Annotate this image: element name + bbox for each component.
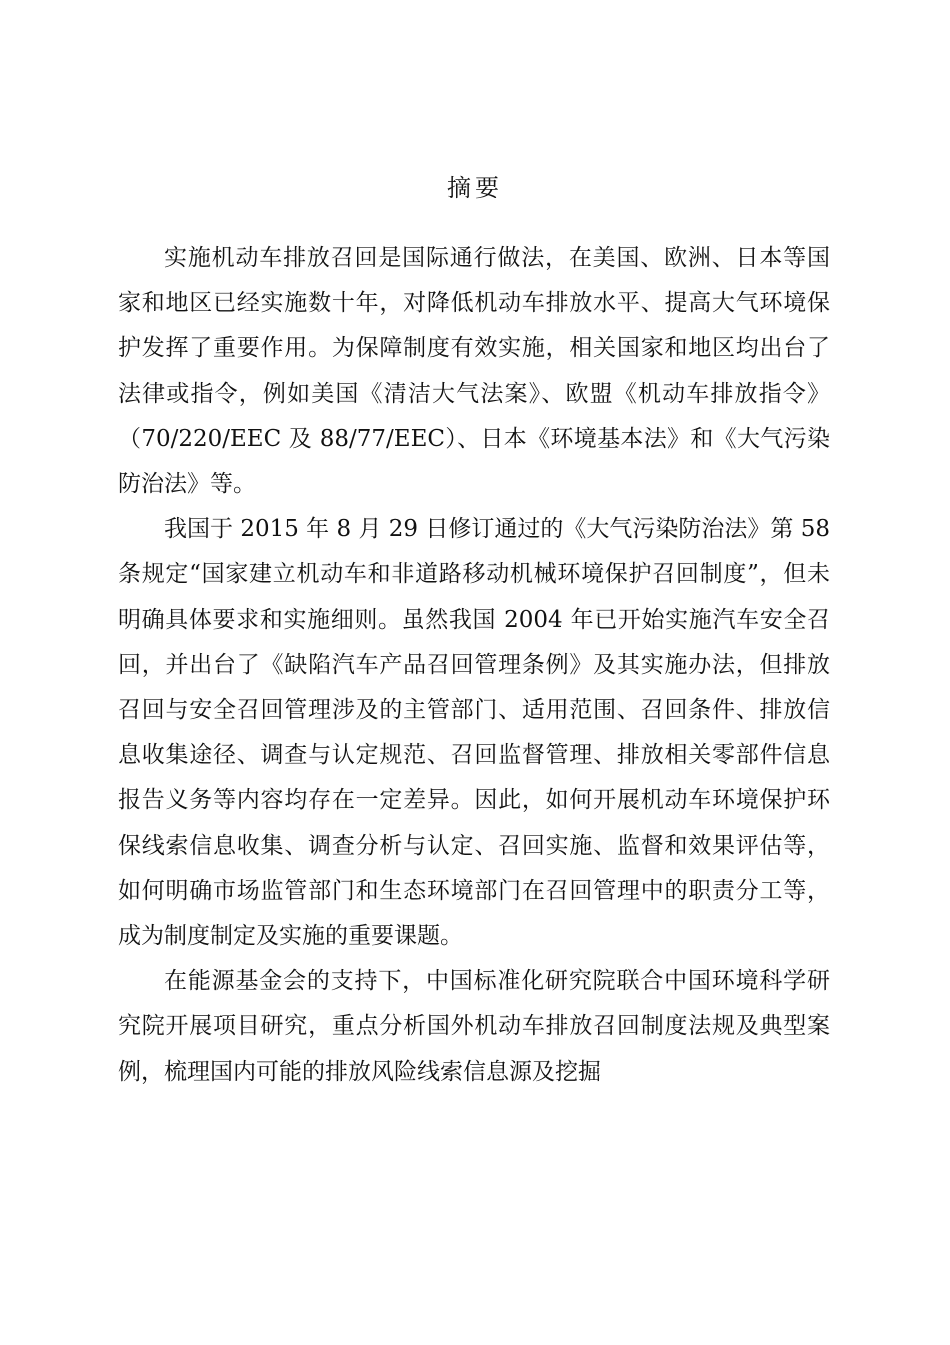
page-title: 摘要	[447, 174, 503, 202]
paragraph-1: 实施机动车排放召回是国际通行做法，在美国、欧洲、日本等国家和地区已经实施数十年，对降低机动车排放水平、提高大气环境保护发挥了重要作用。为保障制度有效实施，相关国家和地区均出台了法律或指令，例如美国《清洁大气法案》、欧盟《机动车排放指令》（70/220/EEC 及 88/77/EEC）、日本《环境基本法》和《大气污染防治法》等。	[118, 245, 830, 498]
paragraph-2: 我国于 2015 年 8 月 29 日修订通过的《大气污染防治法》第 58 条规定“国家建立机动车和非道路移动机械环境保护召回制度”，但未明确具体要求和实施细则。虽然我国 2004 年已开始实施汽车安全召回，并出台了《缺陷汽车产品召回管理条例》及其实施办法，但排放召回与安全召回管理涉及的主管部门、适用范围、召回条件、排放信息收集途径、调查与认定规范、召回监督管理、排放相关零部件信息报告义务等内容均存在一定差异。因此，如何开展机动车环境保护环保线索信息收集、调查分析与认定、召回实施、监督和效果评估等，如何明确市场监管部门和生态环境部门在召回管理中的职责分工等，成为制度制定及实施的重要课题。	[118, 516, 830, 950]
abstract-body	[118, 236, 830, 1095]
paragraph-3: 在能源基金会的支持下，中国标准化研究院联合中国环境科学研究院开展项目研究，重点分析国外机动车排放召回制度法规及典型案例，梳理国内可能的排放风险线索信息源及挖掘	[118, 968, 830, 1085]
